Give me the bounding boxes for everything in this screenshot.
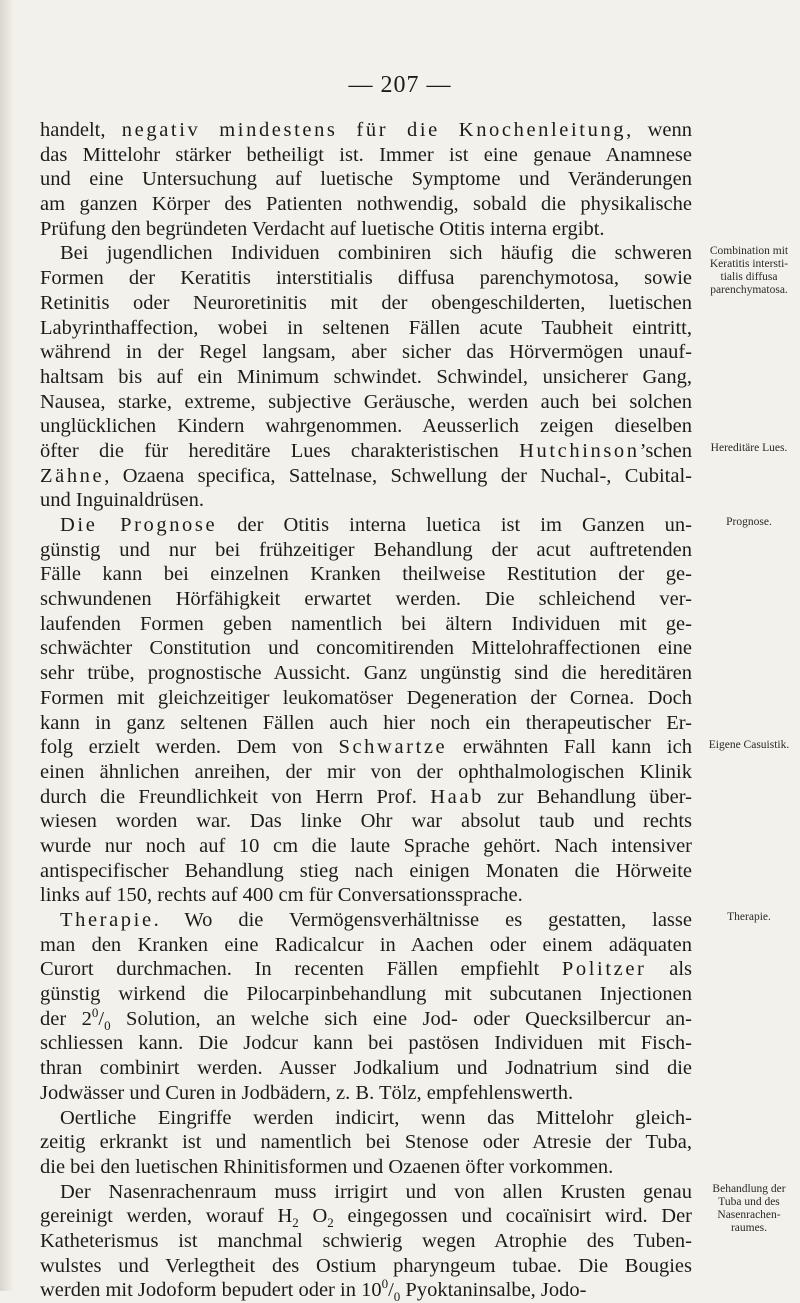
subscript: 0 xyxy=(104,1017,111,1032)
text-segment: das Mittelohr stärker betheiligt ist. Immer ist eine genaue Anamnese xyxy=(40,143,692,166)
text-segment: ’schen xyxy=(639,439,692,462)
text-line xyxy=(40,562,692,587)
text-line xyxy=(40,661,692,686)
text-line xyxy=(40,1007,692,1032)
text-segment: links auf 150, rechts auf 400 cm für Conversationssprache. xyxy=(40,884,523,907)
book-spine-shadow xyxy=(0,0,14,1291)
text-segment: folg erzielt werden. Dem von xyxy=(40,736,339,759)
subscript: 2 xyxy=(327,1215,334,1229)
text-segment: handelt, xyxy=(40,119,122,141)
text-line xyxy=(40,587,692,612)
text-line xyxy=(40,1081,692,1106)
text-segment: Fälle kann bei einzelnen Kranken theilweise Restitution der ge- xyxy=(40,563,692,586)
text-segment: schwundenen Hörfähigkeit erwartet werden. Die schleichend ver- xyxy=(40,588,692,611)
text-segment: . Wo die Vermögensverhältnisse es gestatten, lasse xyxy=(153,909,692,931)
text-segment: , wenn xyxy=(626,119,692,141)
emphasized-text: Zähne xyxy=(40,464,105,487)
text-line xyxy=(40,1031,692,1056)
text-segment: Nausea, starke, extreme, subjective Geräusche, werden auch bei solchen xyxy=(40,390,692,413)
text-segment: werden mit Jodoform bepudert oder in 10 xyxy=(40,1279,382,1302)
emphasized-text: Therapie xyxy=(60,909,154,931)
text-segment: thran combinirt werden. Ausser Jodkalium und Jodnatrium sind die xyxy=(40,1057,692,1080)
text-line xyxy=(40,266,692,291)
text-line xyxy=(40,192,692,217)
text-segment: Jodwässer und Curen in Jodbädern, z. B. Tölz, empfehlenswerth. xyxy=(40,1081,574,1104)
text-line xyxy=(40,1229,692,1254)
text-line xyxy=(40,636,692,661)
text-line xyxy=(40,167,692,192)
text-segment: schwächter Constitution und concomitirenden Mittelohraffectionen eine xyxy=(40,637,692,660)
text-line xyxy=(40,241,692,266)
margin-note: Eigene Casuistik. xyxy=(708,738,790,751)
text-segment: laufenden Formen geben namentlich bei ältern Individuen mit ge- xyxy=(40,612,692,635)
text-line xyxy=(40,859,692,884)
text-line xyxy=(40,1155,692,1180)
text-line xyxy=(40,883,692,908)
text-segment: günstig wirkend die Pilocarpinbehandlung mit subcutanen Injectionen xyxy=(40,983,692,1006)
text-segment: Retinitis oder Neuroretinitis mit der obengeschilderten, luetischen xyxy=(40,291,692,314)
text-segment: zeitig erkrankt ist und namentlich bei Stenose oder Atresie der Tuba, xyxy=(40,1131,692,1154)
text-line xyxy=(40,538,692,563)
text-segment: O xyxy=(298,1205,328,1228)
text-line xyxy=(40,439,692,464)
text-line xyxy=(40,1180,692,1205)
margin-note: Combination mit Keratitis intersti- tialis diffusa parenchymatosa. xyxy=(709,244,789,296)
text-segment: Bei jugendlichen Individuen combiniren sich häufig die schweren xyxy=(60,242,692,265)
text-line xyxy=(40,291,692,316)
margin-note: Behandlung der Tuba und des Nasenrachen- raumes. xyxy=(712,1183,786,1235)
text-line xyxy=(40,735,692,760)
emphasized-text: Die Prognose xyxy=(60,514,218,536)
text-segment: einen ähnlichen anreihen, der mir von der ophthalmologischen Klinik xyxy=(40,760,692,783)
text-line xyxy=(40,982,692,1007)
text-segment: Prüfung den begründeten Verdacht auf luetische Otitis interna ergibt. xyxy=(40,217,605,240)
text-line xyxy=(40,1106,692,1131)
subscript: 0 xyxy=(393,1289,401,1303)
superscript: 0 xyxy=(91,1006,99,1020)
text-segment: eingegossen und cocaïnisirt wird. Der xyxy=(333,1205,692,1228)
superscript: 0 xyxy=(381,1278,389,1292)
text-line xyxy=(40,390,692,415)
text-line xyxy=(40,414,692,439)
text-line xyxy=(40,785,692,810)
text-segment: während in der Regel langsam, aber sicher das Hörvermögen unauf- xyxy=(40,341,692,364)
text-line xyxy=(40,809,692,834)
text-segment: Formen mit gleichzeitiger leukomatöser Degeneration der Cornea. Doch xyxy=(40,686,692,709)
text-segment: am ganzen Körper des Patienten nothwendig, sobald die physikalische xyxy=(40,193,692,216)
page-number: — 207 — xyxy=(348,72,452,98)
emphasized-text: Hutchinson xyxy=(519,439,640,462)
text-segment: , Ozaena specifica, Sattelnase, Schwellung der Nuchal-, Cubital- xyxy=(104,464,692,487)
text-line xyxy=(40,488,692,513)
text-segment: antispecifischer Behandlung stieg nach einigen Monaten die Hörweite xyxy=(40,859,692,882)
emphasized-text: negativ mindestens für die Knochenleitung xyxy=(121,119,627,141)
text-segment: unglücklichen Kindern wahrgenommen. Aeusserlich zeigen dieselben xyxy=(40,415,692,438)
text-segment: wiesen worden war. Das linke Ohr war absolut taub und rechts xyxy=(40,810,692,833)
text-segment: der Otitis interna luetica ist im Ganzen un- xyxy=(217,514,692,536)
text-line xyxy=(40,513,692,538)
text-segment: zur Behandlung über- xyxy=(483,785,692,808)
text-line xyxy=(40,1204,692,1229)
text-segment: öfter die für hereditäre Lues charakteristischen xyxy=(40,439,520,462)
text-line xyxy=(40,612,692,637)
text-segment: haltsam bis auf ein Minimum schwindet. Schwindel, unsicherer Gang, xyxy=(40,365,692,388)
body-text xyxy=(40,118,692,1303)
text-line xyxy=(40,711,692,736)
text-line xyxy=(40,908,692,933)
text-segment: gereinigt werden, worauf H xyxy=(40,1205,293,1228)
text-line xyxy=(40,217,692,242)
text-line xyxy=(40,365,692,390)
text-segment: und Inguinaldrüsen. xyxy=(40,489,204,512)
text-segment: man den Kranken eine Radicalcur in Aachen oder einem adäquaten xyxy=(40,933,692,956)
text-segment: Pyoktaninsalbe, Jodo- xyxy=(400,1279,587,1302)
text-segment: Curort durchmachen. In recenten Fällen empfiehlt xyxy=(40,958,562,981)
text-line xyxy=(40,340,692,365)
text-line xyxy=(40,834,692,859)
text-segment: Formen der Keratitis interstitialis diffusa parenchymotosa, sowie xyxy=(40,267,692,290)
text-segment: günstig und nur bei frühzeitiger Behandlung der acut auftretenden xyxy=(40,538,692,561)
margin-note: Hereditäre Lues. xyxy=(710,442,788,455)
text-line xyxy=(40,760,692,785)
text-line xyxy=(40,118,692,143)
text-line xyxy=(40,143,692,168)
text-segment: kann in ganz seltenen Fällen auch hier noch ein therapeutischer Er- xyxy=(40,711,692,734)
margin-note: Prognose. xyxy=(726,516,772,529)
text-segment: Labyrinthaffection, wobei in seltenen Fällen acute Taubheit eintritt, xyxy=(40,316,692,339)
text-segment: wurde nur noch auf 10 cm die laute Sprache gehört. Nach intensiver xyxy=(40,834,692,857)
text-line xyxy=(40,1254,692,1279)
text-segment: / xyxy=(388,1279,394,1302)
text-segment: der 2 xyxy=(40,1007,92,1030)
text-line xyxy=(40,686,692,711)
emphasized-text: Politzer xyxy=(561,958,647,981)
text-segment: als xyxy=(646,958,692,981)
text-segment: schliessen kann. Die Jodcur kann bei pastösen Individuen mit Fisch- xyxy=(40,1032,692,1055)
text-segment: sehr trübe, prognostische Aussicht. Ganz ungünstig sind die hereditären xyxy=(40,662,692,685)
text-segment: Oertliche Eingriffe werden indicirt, wenn das Mittelohr gleich- xyxy=(60,1106,692,1129)
text-line xyxy=(40,1130,692,1155)
text-segment: Solution, an welche sich eine Jod- oder Quecksilbercur an- xyxy=(110,1007,692,1030)
text-line xyxy=(40,933,692,958)
text-segment: und eine Untersuchung auf luetische Symptome und Veränderungen xyxy=(40,168,692,191)
text-segment: wulstes und Verlegtheit des Ostium pharyngeum tubae. Die Bougies xyxy=(40,1254,692,1277)
subscript: 2 xyxy=(292,1215,299,1229)
margin-note: Therapie. xyxy=(727,911,771,924)
text-line xyxy=(40,316,692,341)
text-segment: die bei den luetischen Rhinitisformen und Ozaenen öfter vorkommen. xyxy=(40,1155,614,1178)
text-segment: erwähnten Fall kann ich xyxy=(447,736,692,759)
emphasized-text: Haab xyxy=(430,785,484,808)
emphasized-text: Schwartze xyxy=(338,736,448,759)
text-segment: Der Nasenrachenraum muss irrigirt und von allen Krusten genau xyxy=(60,1180,692,1203)
text-segment: durch die Freundlichkeit von Herrn Prof. xyxy=(40,785,431,808)
text-line xyxy=(40,957,692,982)
text-line xyxy=(40,1056,692,1081)
text-segment: Katheterismus ist manchmal schwierig wegen Atrophie des Tuben- xyxy=(40,1229,692,1252)
text-line xyxy=(40,464,692,489)
text-segment: / xyxy=(98,1007,105,1030)
